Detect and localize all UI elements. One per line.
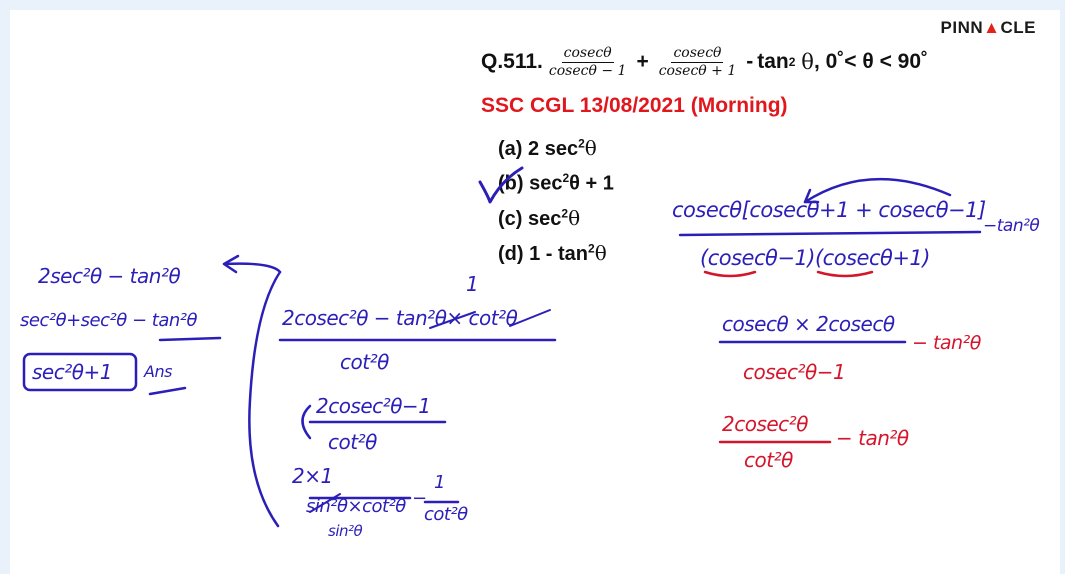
option-a-exponent: 2: [578, 136, 585, 151]
hw-right-line-4: cosec²θ−1: [743, 360, 846, 384]
option-d-label: (d): [498, 243, 524, 265]
fraction-2-denominator: cosecθ + 1: [658, 62, 737, 79]
hw-middle-line-6: sin²θ×cot²θ: [306, 496, 406, 517]
hw-right-line-1: cosecθ[cosecθ+1 + cosecθ−1]: [672, 198, 986, 222]
option-b-text: sec: [529, 172, 563, 195]
option-b-exponent: 2: [562, 171, 570, 185]
ink-strokes: [10, 10, 1060, 574]
hw-middle-line-4: cot²θ: [328, 430, 377, 454]
option-d-exponent: 2: [588, 241, 595, 256]
hw-right-line-5-num: 2cosec²θ: [722, 412, 808, 436]
brand-triangle-icon: ▲: [983, 18, 1001, 37]
big-curved-arrow: [249, 272, 280, 526]
option-a-tail: θ: [584, 136, 597, 160]
brand-suffix: CLE: [1000, 18, 1036, 37]
brand-prefix: PINN: [940, 18, 984, 37]
option-c-exponent: 2: [561, 206, 569, 221]
option-a-label: (a): [498, 138, 523, 160]
ans-underline: [150, 388, 185, 394]
option-c-label: (c): [498, 208, 523, 230]
option-c-tail: θ: [568, 206, 581, 230]
hw-middle-frac-num: 1: [434, 472, 445, 493]
hw-middle-line-5: 2×1: [292, 464, 333, 488]
hw-middle-line-1: 2cosec²θ − tan²θ× cot²θ: [282, 306, 518, 330]
left-underline: [160, 338, 220, 340]
fraction-2-numerator: cosecθ: [673, 44, 722, 61]
hw-right-line-5-den: cot²θ: [744, 448, 793, 472]
hw-middle-frac-den: cot²θ: [424, 504, 468, 525]
option-b-label: (b): [498, 172, 524, 195]
slide: [10, 10, 1060, 574]
underline-red-2: [818, 272, 872, 276]
hw-right-line-1-tail: −tan²θ: [983, 216, 1040, 236]
option-d-text: 1 - tan: [529, 243, 589, 265]
hw-right-line-5-tail: − tan²θ: [836, 426, 909, 450]
option-a-text: 2 sec: [528, 138, 579, 160]
hw-middle-one: 1: [466, 272, 479, 296]
tan-term: tan: [757, 50, 789, 73]
hw-left-line-3: sec²θ+1: [32, 360, 112, 384]
minus-operator: -: [746, 50, 754, 73]
hw-middle-line-3: 2cosec²θ−1: [316, 394, 431, 418]
hw-right-line-3-tail: − tan²θ: [912, 332, 981, 354]
option-d-tail: θ: [594, 241, 607, 265]
exam-source: SSC CGL 13/08/2021 (Morning): [481, 94, 788, 117]
tan-exponent: 2: [788, 55, 796, 69]
underline-red-1: [705, 272, 755, 276]
right-fraction-bar-1: [680, 232, 980, 235]
hw-left-line-1: 2sec²θ − tan²θ: [38, 264, 181, 288]
option-c-text: sec: [528, 208, 562, 230]
plus-operator: +: [636, 50, 649, 73]
angle-range: , 0˚< θ < 90˚: [813, 50, 929, 73]
fraction-1-numerator: cosecθ: [563, 44, 612, 61]
hw-right-line-3: cosecθ × 2cosecθ: [722, 312, 895, 336]
hw-left-line-2: sec²θ+sec²θ − tan²θ: [20, 310, 197, 331]
option-b-tail: θ + 1: [569, 172, 614, 195]
hw-left-ans-tag: Ans: [144, 362, 172, 381]
fraction-1-denominator: cosecθ − 1: [548, 62, 627, 79]
tan-theta: θ: [801, 50, 814, 74]
tick-mark-option-b: [480, 168, 522, 202]
hw-middle-line-2: cot²θ: [340, 350, 389, 374]
hw-middle-line-6-minus: −: [412, 488, 427, 509]
hw-middle-line-7: sin²θ: [328, 522, 363, 540]
hw-right-line-2: (cosecθ−1)(cosecθ+1): [700, 246, 930, 270]
question-number: Q.511.: [481, 50, 543, 73]
